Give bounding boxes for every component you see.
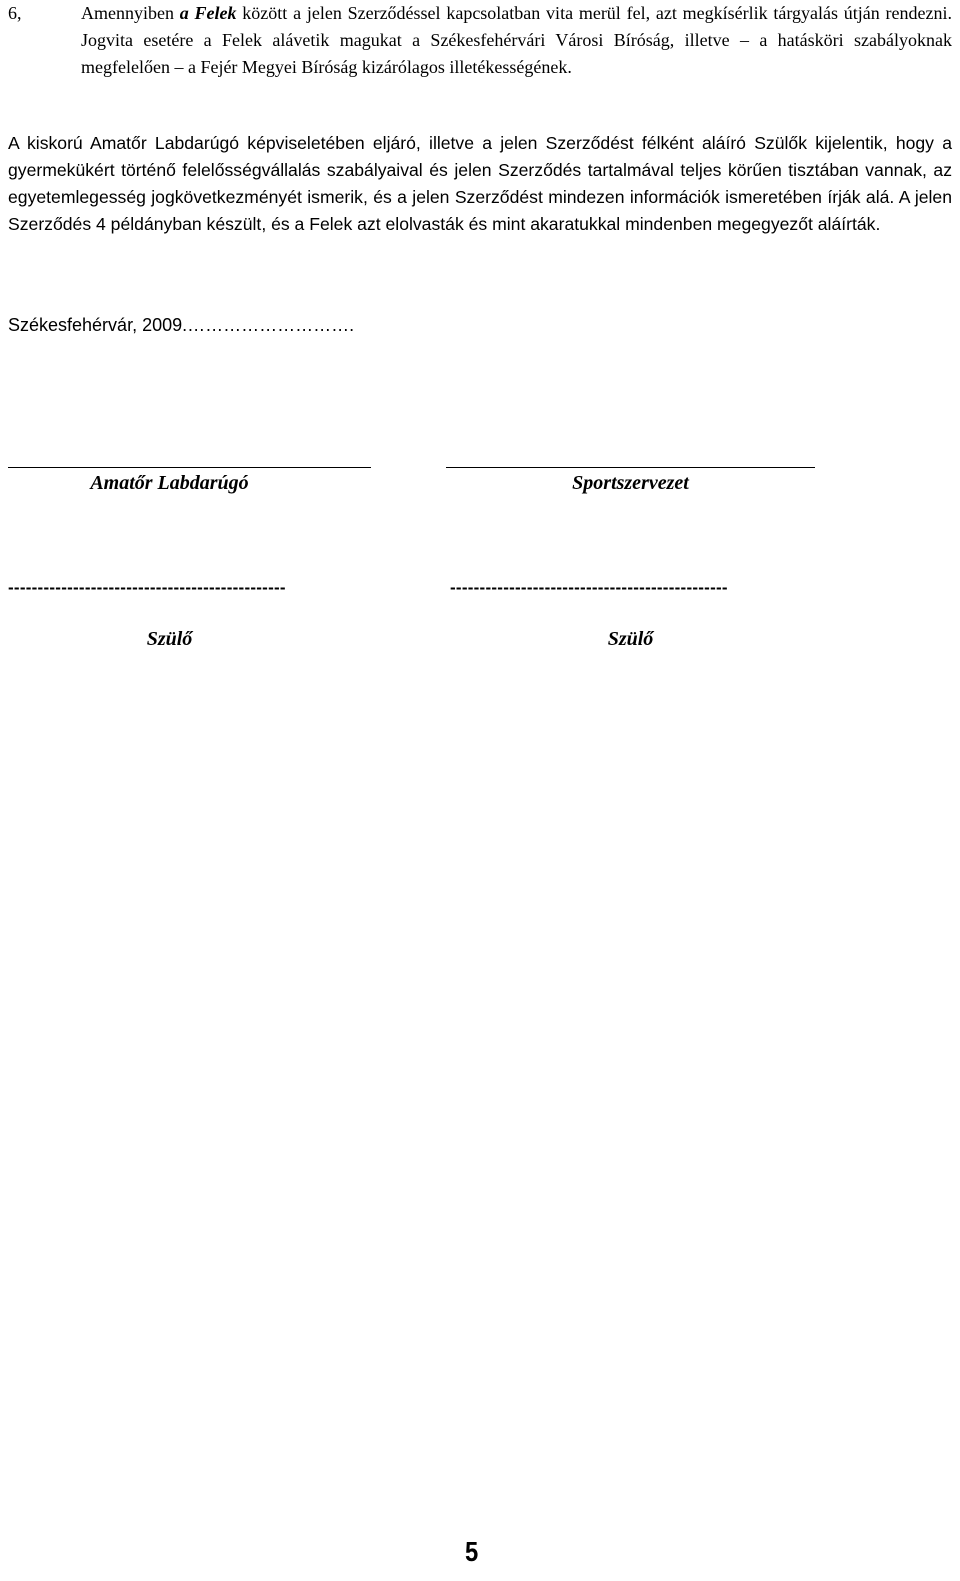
- clause-6-text: [81, 0, 952, 81]
- signature-label-parent-1: Szülő: [146, 628, 193, 650]
- signature-dash-line-parent-1: -----------------------------------------------: [8, 578, 286, 597]
- parents-declaration-paragraph: A kiskorú Amatőr Labdarúgó képviseletében eljáró, illetve a jelen Szerződést félként aláíró Szülők kijelentik, hogy a gyermekükért történő felelősségvállalás szabályaival és jelen Szerződés tartalmával teljes körűen tisztában vannak, az egyetemlegesség jogkövetkezményét ismerik, és a jelen Szerződést mindezen információk ismeretében írják alá. A jelen Szerződés 4 példányban készült, és a Felek azt elolvasták és mint akaratukkal mindenben megegyezőt aláírták.: [8, 133, 952, 234]
- signature-label-player: Amatőr Labdarúgó: [90, 472, 249, 494]
- signature-line-player: [8, 467, 371, 468]
- clause-6-text-b: között a jelen Szerződéssel kapcsolatban vita merül fel, azt megkísérlik tárgyalás útján rendezni. Jogvita esetére a Felek alávetik magukat a Székesfehérvári Városi Bíróság, illetve – a hatásköri szabályoknak megfelelően – a Fejér Megyei Bíróság kizárólagos illetékességének.: [81, 3, 952, 77]
- signature-label-parent-2: Szülő: [607, 628, 654, 650]
- clause-number: 6,: [8, 3, 22, 23]
- signature-line-club: [446, 467, 815, 468]
- clause-6: [8, 0, 952, 81]
- signature-dash-line-parent-2: -----------------------------------------------: [450, 578, 728, 597]
- signature-label-club: Sportszervezet: [572, 472, 689, 494]
- place-and-date: Székesfehérvár, 2009.……………………….: [8, 315, 355, 335]
- clause-6-emphasis: a Felek: [179, 3, 237, 23]
- clause-6-text-a: Amennyiben: [81, 3, 180, 23]
- page-number: 5: [465, 1536, 479, 1567]
